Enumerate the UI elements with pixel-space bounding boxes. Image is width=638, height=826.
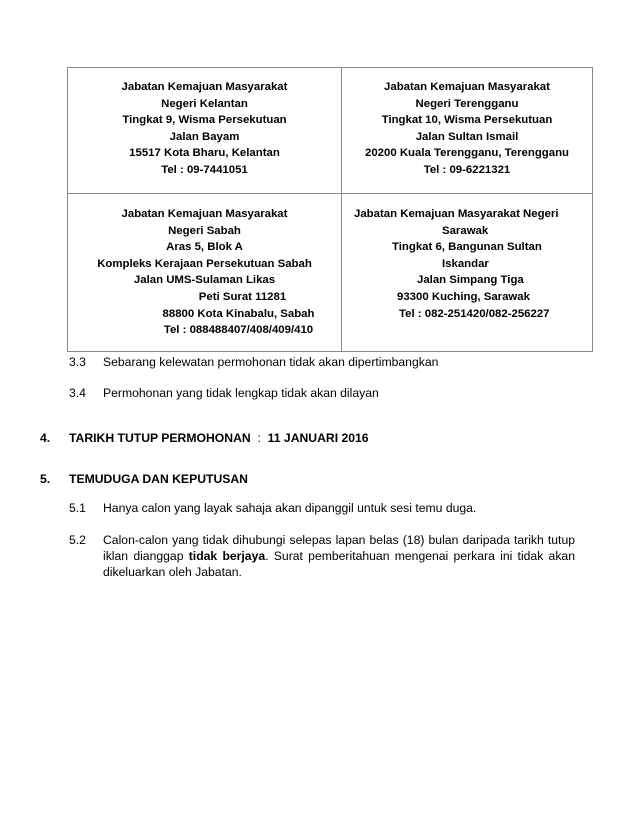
address-line: 88800 Kota Kinabalu, Sabah [162,307,315,320]
item-number: 3.3 [69,355,86,369]
section-title [69,430,369,446]
item-text: Hanya calon yang layak sahaja akan dipanggil untuk sesi temu duga. [103,501,477,515]
list-item [0,532,638,592]
section-title: TEMUDUGA DAN KEPUTUSAN [69,472,248,486]
closing-date-label: TARIKH TUTUP PERMOHONAN [69,431,251,445]
item-text: Calon-calon yang tidak dihubungi selepas lapan belas (18) bulan daripada tarikh tutup iklan dianggap [103,533,575,563]
address-line: Tingkat 10, Wisma Persekutuan [381,114,553,127]
section-number: 4. [40,431,51,445]
address-line: Tingkat 9, Wisma Persekutuan [122,114,287,127]
item-paragraph [103,532,575,580]
emphasis-text: tidak berjaya [188,549,266,563]
address-line: Aras 5, Blok A [166,241,243,254]
address-line: Jabatan Kemajuan Masyarakat [121,81,288,93]
address-line: Peti Surat 11281 [198,290,287,303]
item-text: . Surat pemberitahuan mengenai perkara ini tidak akan dikeluarkan oleh Jabatan. [103,549,575,579]
address-line: Negeri Kelantan [161,97,248,110]
address-line: Negeri Terengganu [415,97,519,110]
address-line: Jalan Simpang Tiga [417,274,524,287]
section-number: 5. [40,472,51,486]
item-text: Sebarang kelewatan permohonan tidak akan dipertimbangkan [103,355,439,369]
office-kelantan-cell [68,68,342,194]
address-line: Tingkat 6, Bangunan Sultan [392,241,542,254]
office-terengganu-cell [342,68,593,194]
address-phone: Tel : 09-7441051 [161,163,248,176]
address-phone: Tel : 088488407/408/409/410 [163,324,314,337]
address-line: 15517 Kota Bharu, Kelantan [129,147,280,160]
item-text: Permohonan yang tidak lengkap tidak akan dilayan [103,386,379,400]
closing-date-value: 11 JANUARI 2016 [267,431,369,445]
address-line: Jalan Bayam [169,130,240,143]
item-number: 3.4 [69,386,86,400]
address-line: Jalan Sultan Ismail [415,130,519,143]
address-line: 20200 Kuala Terengganu, Terengganu [364,147,570,160]
address-phone: Tel : 082-251420/082-256227 [399,307,550,320]
address-line: Iskandar [442,257,489,270]
address-phone: Tel : 09-6221321 [423,163,511,176]
address-line: 93300 Kuching, Sarawak [397,290,530,303]
address-line: Jalan UMS-Sulaman Likas [133,274,276,287]
closing-date-separator: : [257,431,261,445]
office-sabah-cell [68,194,342,352]
address-line: Sarawak [442,224,489,237]
address-line: Kompleks Kerajaan Persekutuan Sabah [97,257,312,270]
address-line: Jabatan Kemajuan Masyarakat [384,81,550,93]
address-line: Jabatan Kemajuan Masyarakat Negeri [354,208,559,220]
item-number: 5.1 [69,501,86,515]
item-number: 5.2 [69,533,86,547]
address-line: Negeri Sabah [168,224,241,237]
office-address-table [67,67,593,352]
office-sarawak-cell [342,194,593,352]
address-line: Jabatan Kemajuan Masyarakat [121,208,288,220]
